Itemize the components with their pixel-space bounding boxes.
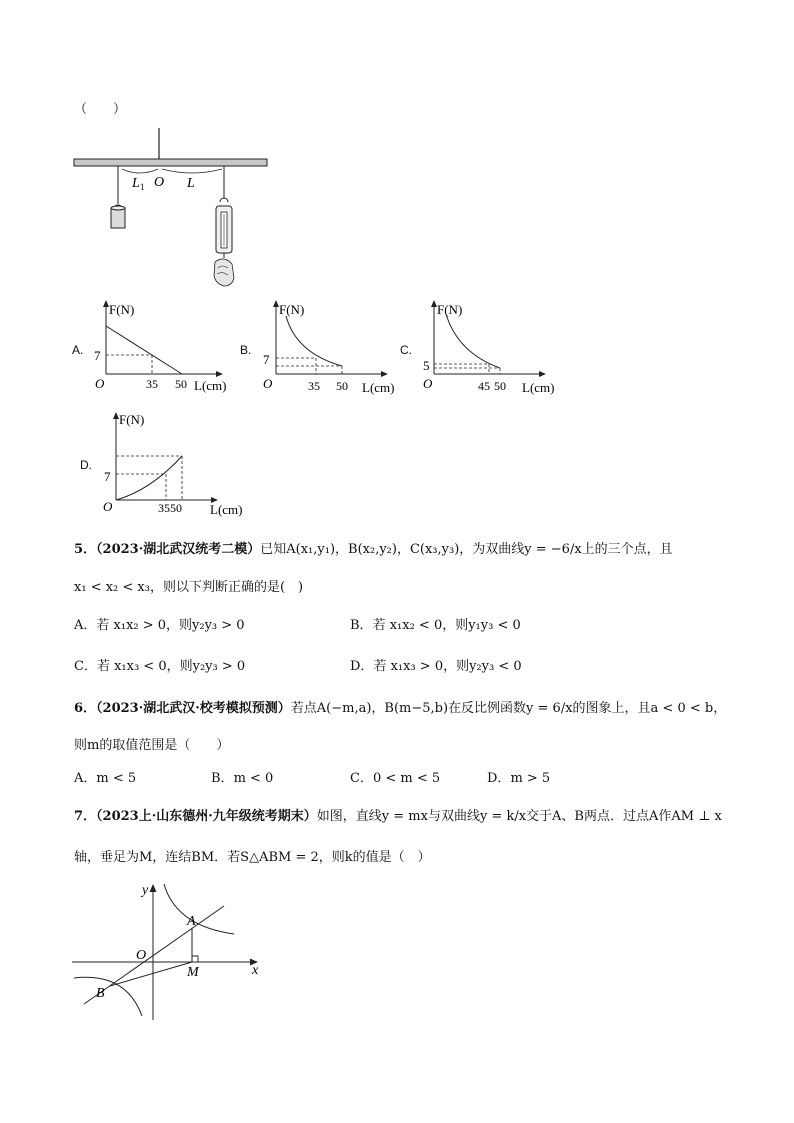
option-a-origin: O [95,376,105,391]
lever-label-l1-sub: 1 [140,182,145,192]
lever-figure [70,128,275,290]
option-d-xtick: 3550 [158,501,182,515]
q5-option-d: D．若 x₁x₃ > 0，则y₂y₃ < 0 [350,659,522,674]
option-b-xlabel: L(cm) [362,380,395,395]
lever-label-l: L [187,176,195,191]
option-b-ytick: 7 [263,352,270,367]
option-c-xlabel: L(cm) [522,380,555,395]
q5-number: 5． [74,542,97,557]
q6-source: （2023·湖北武汉·校考模拟预测） [96,701,291,716]
q6-option-d: D．m > 5 [487,771,551,786]
option-c-ytick: 5 [423,358,430,373]
option-d-ylabel: F(N) [119,412,145,427]
option-c-graph [414,298,564,396]
q7-label-o: O [136,948,147,963]
option-a-xlabel: L(cm) [194,378,227,393]
q7-label-y: y [142,883,149,898]
q7-number: 7． [74,809,97,824]
q5-stem-text: 已知A(x₁,y₁)，B(x₂,y₂)，C(x₃,y₃)，为双曲线y = −6/x上的三个点，且 [260,542,673,557]
option-d-xlabel: L(cm) [210,502,243,517]
lever-label-l1: L [132,176,140,191]
q7-label-x: x [252,963,259,978]
option-d-ytick: 7 [104,469,111,484]
q6-option-a: A．m < 5 [74,771,137,786]
q6-stem-line1 [74,700,726,718]
option-a-graph [86,298,236,396]
q7-stem-line1 [74,808,722,826]
option-b-letter: B. [240,343,252,357]
q7-figure [66,876,271,1024]
q5-option-b: B．若 x₁x₂ < 0，则y₁y₃ < 0 [350,618,521,633]
option-c-letter: C. [400,343,412,357]
option-d-graph [96,410,256,520]
option-a-xtick-1: 35 [146,377,158,391]
option-b-ylabel: F(N) [279,302,305,317]
option-a-letter: A. [72,343,84,357]
answer-bracket: （ ） [74,102,127,117]
option-a-ylabel: F(N) [109,302,135,317]
q6-stem-text: 若点A(−m,a)，B(m−5,b)在反比例函数y = 6/x的图象上，且a < 0 < b， [290,701,727,716]
q7-stem-line2: 轴，垂足为M，连结BM．若S△ABM = 2，则k的值是（ ） [74,850,431,865]
option-b-xtick-2: 50 [336,379,348,393]
q7-stem-text: 如图，直线y = mx与双曲线y = k/x交于A、B两点．过点A作AM ⊥ x [316,809,722,824]
lever-label-o: O [154,175,165,190]
q5-stem-line1 [74,541,673,559]
q6-option-b: B．m < 0 [211,771,274,786]
q6-number: 6． [74,701,97,716]
q5-source: （2023·湖北武汉统考二模） [96,542,261,557]
q5-stem-line2: x₁ < x₂ < x₃，则以下判断正确的是( ) [74,580,304,595]
option-c-ylabel: F(N) [437,302,463,317]
option-b-origin: O [263,376,273,391]
option-b-graph [256,298,406,396]
option-b-xtick-1: 35 [308,379,320,393]
q7-source: （2023上·山东德州·九年级统考期末） [96,809,317,824]
q7-label-b: B [96,986,105,1001]
q6-option-c: C．0 < m < 5 [350,771,441,786]
q6-stem-line2: 则m的取值范围是（ ） [74,738,230,753]
q5-option-a: A．若 x₁x₂ > 0，则y₂y₃ > 0 [74,618,245,633]
option-d-letter: D. [80,458,92,472]
q7-label-a: A [187,914,196,929]
q5-option-c: C．若 x₁x₃ < 0，则y₂y₃ > 0 [74,659,246,674]
option-a-ytick: 7 [94,348,101,363]
option-c-xtick-2: 50 [494,379,506,393]
option-c-origin: O [423,376,433,391]
option-d-origin: O [103,499,113,514]
option-c-xtick-1: 45 [478,379,490,393]
q7-label-m: M [187,965,199,980]
option-a-xtick-2: 50 [175,377,187,391]
